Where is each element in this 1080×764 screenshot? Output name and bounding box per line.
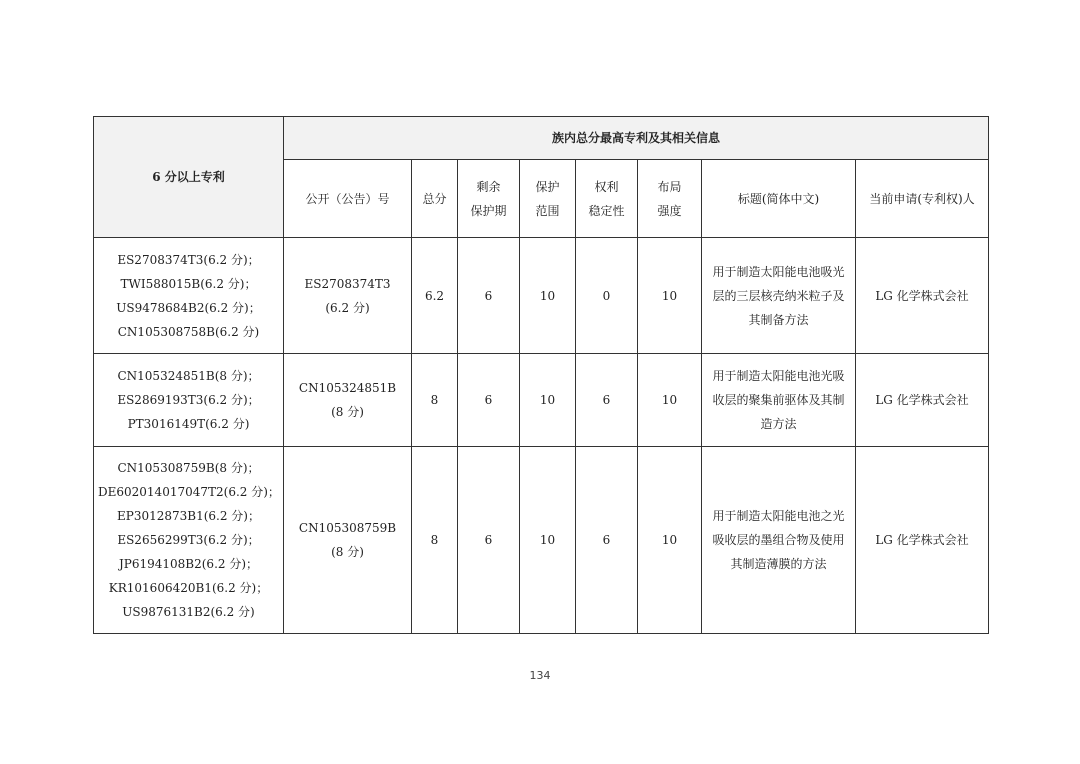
column-header-label: 范围 <box>535 203 560 218</box>
applicant-cell <box>856 238 989 354</box>
stability-value: 0 <box>602 288 611 303</box>
column-header-label: 标题(简体中文) <box>737 191 820 206</box>
layout-cell <box>638 354 702 447</box>
total-cell <box>412 354 458 447</box>
pub_no-value: CN105324851B(8 分) <box>298 381 397 419</box>
scope-cell <box>520 447 576 634</box>
total-cell <box>412 238 458 354</box>
scope-cell <box>520 238 576 354</box>
total-cell <box>412 447 458 634</box>
patent-table <box>93 116 989 634</box>
family-patent: US9478684B2(6.2 分)； <box>116 300 261 315</box>
column-header-label: 剩余 <box>476 179 501 194</box>
title-value: 用于制造太阳能电池之光吸收层的墨组合物及使用其制造薄膜的方法 <box>712 509 845 571</box>
group-header-text: 族内总分最高专利及其相关信息 <box>552 131 721 145</box>
layout-value: 10 <box>661 393 678 407</box>
family-patent: CN105324851B(8 分)； <box>117 369 260 383</box>
corner-header <box>94 117 284 238</box>
family-patent: JP6194108B2(6.2 分)； <box>118 557 259 571</box>
family-patent: US9876131B2(6.2 分) <box>122 605 255 619</box>
remaining-cell <box>458 238 520 354</box>
column-header-label: 强度 <box>657 203 682 218</box>
family-patents-cell <box>94 354 284 447</box>
column-header-pub_no <box>284 160 412 238</box>
applicant-value: LG 化学株式会社 <box>875 533 969 547</box>
column-header-label: 稳定性 <box>588 203 625 218</box>
pub_no-cell <box>284 447 412 634</box>
patent-table-container <box>93 116 988 634</box>
title-value: 用于制造太阳能电池吸光层的三层核壳纳米粒子及其制备方法 <box>712 264 845 327</box>
remaining-value: 6 <box>484 533 493 547</box>
remaining-value: 6 <box>484 288 493 303</box>
family-patents-cell <box>94 238 284 354</box>
remaining-value: 6 <box>484 393 493 407</box>
stability-cell <box>576 238 638 354</box>
total-value: 8 <box>430 393 439 407</box>
family-patent: TWI588015B(6.2 分)； <box>120 276 257 291</box>
family-patent: ES2708374T3(6.2 分)； <box>117 252 260 267</box>
title-cell <box>702 238 856 354</box>
column-header-label: 布局 <box>657 179 682 194</box>
table-row <box>94 447 989 634</box>
family-patents-cell <box>94 447 284 634</box>
family-patent: CN105308758B(6.2 分) <box>117 324 260 339</box>
corner-header-text: 6 分以上专利 <box>152 170 225 184</box>
column-header-label: 权利 <box>594 179 619 194</box>
total-value: 6.2 <box>424 288 445 303</box>
stability-value: 6 <box>602 533 611 547</box>
table-row <box>94 354 989 447</box>
scope-cell <box>520 354 576 447</box>
column-header-label: 保护 <box>535 179 560 194</box>
column-header-label: 保护期 <box>470 203 507 218</box>
title-value: 用于制造太阳能电池光吸收层的聚集前驱体及其制造方法 <box>712 369 845 431</box>
layout-cell <box>638 447 702 634</box>
scope-value: 10 <box>539 533 556 547</box>
stability-cell <box>576 447 638 634</box>
scope-value: 10 <box>539 288 556 303</box>
column-header-layout <box>638 160 702 238</box>
column-header-stability <box>576 160 638 238</box>
family-patent: DE602014017047T2(6.2 分)； <box>98 485 280 499</box>
title-cell <box>702 354 856 447</box>
layout-value: 10 <box>661 288 678 303</box>
page-number: 134 <box>529 669 551 682</box>
stability-cell <box>576 354 638 447</box>
family-patent: ES2869193T3(6.2 分)； <box>117 393 260 407</box>
column-header-total <box>412 160 458 238</box>
family-patent: PT3016149T(6.2 分) <box>127 417 250 431</box>
pub_no-cell <box>284 238 412 354</box>
family-patent: KR101606420B1(6.2 分)； <box>108 581 269 595</box>
family-patent: EP3012873B1(6.2 分)； <box>117 509 260 523</box>
applicant-value: LG 化学株式会社 <box>875 393 969 407</box>
applicant-value: LG 化学株式会社 <box>875 288 969 303</box>
column-header-label: 公开（公告）号 <box>305 191 390 206</box>
column-header-scope <box>520 160 576 238</box>
pub_no-value: ES2708374T3(6.2 分) <box>304 276 391 315</box>
table-body <box>94 238 989 634</box>
layout-cell <box>638 238 702 354</box>
family-patent: CN105308759B(8 分)； <box>117 461 260 475</box>
column-header-title <box>702 160 856 238</box>
column-header-label: 当前申请(专利权)人 <box>869 191 975 206</box>
column-header-remaining <box>458 160 520 238</box>
pub_no-cell <box>284 354 412 447</box>
column-header-applicant <box>856 160 989 238</box>
total-value: 8 <box>430 533 439 547</box>
layout-value: 10 <box>661 533 678 547</box>
family-patent: ES2656299T3(6.2 分)； <box>117 533 260 547</box>
applicant-cell <box>856 447 989 634</box>
column-header-label: 总分 <box>422 191 447 206</box>
remaining-cell <box>458 354 520 447</box>
scope-value: 10 <box>539 393 556 407</box>
table-row <box>94 238 989 354</box>
stability-value: 6 <box>602 393 611 407</box>
title-cell <box>702 447 856 634</box>
remaining-cell <box>458 447 520 634</box>
pub_no-value: CN105308759B(8 分) <box>298 521 397 559</box>
applicant-cell <box>856 354 989 447</box>
group-header <box>284 117 989 160</box>
